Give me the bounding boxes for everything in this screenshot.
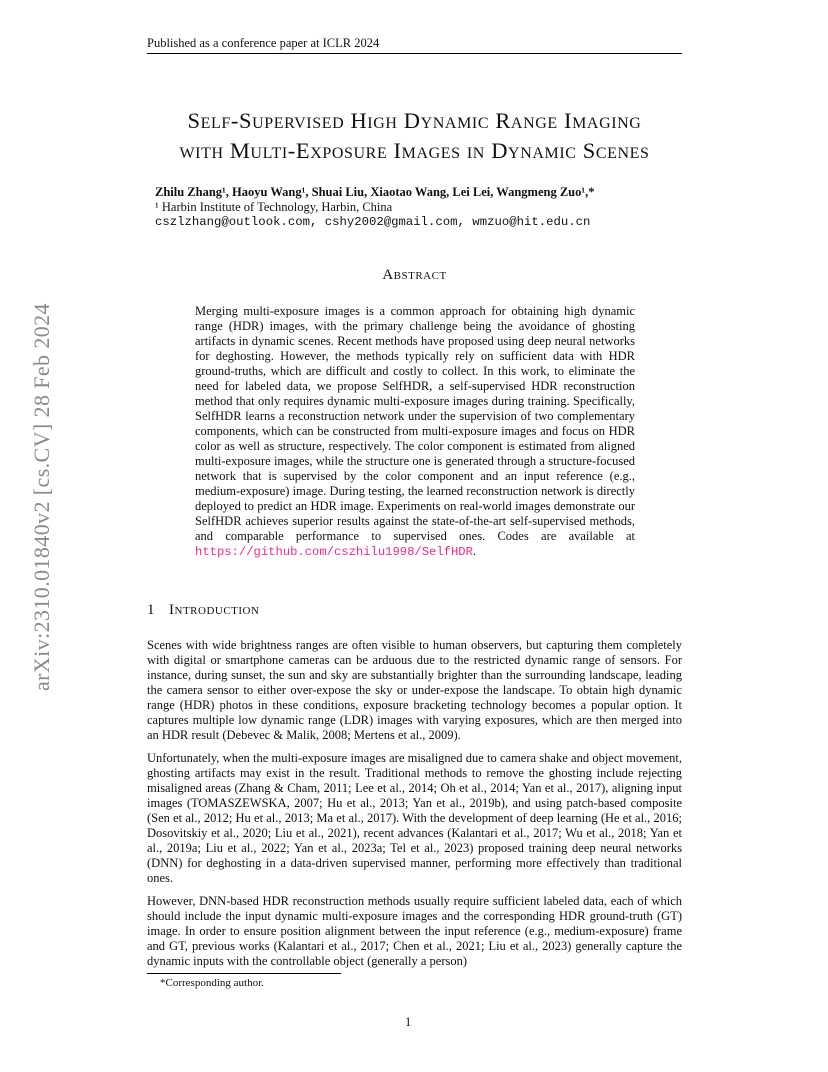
intro-paragraph-2: Unfortunately, when the multi-exposure images are misaligned due to camera shake and object movement, ghosting artifacts may exist in the result. Traditional methods to remove the ghosting include rejecting misaligned areas (Zhang & Cham, 2011; Lee et al., 2014; Oh et al., 2014; Yan et al., 2017), aligning input images (TOMASZEWSKA, 2007; Hu et al., 2013; Yan et al., 2019b), and using patch-based composite (Sen et al., 2012; Hu et al., 2013; Ma et al., 2017). With the development of deep learning (He et al., 2016; Dosovitskiy et al., 2020; Liu et al., 2021), recent advances (Kalantari et al., 2017; Wu et al., 2018; Yan et al., 2019a; Liu et al., 2022; Yan et al., 2023a; Tel et al., 2023) proposed training deep neural networks (DNN) for deghosting in a data-driven supervised manner, performing more effectively than traditional ones. xyxy=(147,751,682,885)
author-emails[interactable]: cszlzhang@outlook.com, cshy2002@gmail.com, wmzuo@hit.edu.cn xyxy=(155,215,591,229)
code-link[interactable]: https://github.com/cszhilu1998/SelfHDR xyxy=(195,545,473,559)
intro-paragraph-1: Scenes with wide brightness ranges are often visible to human observers, but capturing them completely with digital or smartphone cameras can be arduous due to the restricted dynamic range of sensors. For instance, during sunset, the sun and sky are substantially brighter than the surrounding landscape, leading the camera sensor to either over-expose the sky or under-expose the landscape. To obtain high dynamic range (HDR) photos in these conditions, exposure bracketing technology becomes a popular option. It captures multiple low dynamic range (LDR) images with varying exposures, which are then merged into an HDR result (Debevec & Malik, 2008; Mertens et al., 2009). xyxy=(147,638,682,742)
header-rule xyxy=(147,53,682,54)
abstract-body: Merging multi-exposure images is a common approach for obtaining high dynamic range (HDR) images, with the primary challenge being the avoidance of ghosting artifacts in dynamic scenes. Recent methods have proposed using deep neural networks for deghosting. However, the methods typically rely on sufficient data with HDR ground-truths, which are difficult and costly to collect. In this work, to eliminate the need for labeled data, we propose SelfHDR, a self-supervised HDR reconstruction method that only requires dynamic multi-exposure images during training. Specifically, SelfHDR learns a reconstruction network under the supervision of two complementary components, which can be constructed from multi-exposure images and focus on HDR color as well as structure, respectively. The color component is estimated from aligned multi-exposure images, while the structure one is generated through a structure-focused network that is supervised by the color component and an input reference (e.g., medium-exposure) image. During testing, the learned reconstruction network is directly deployed to predict an HDR image. Experiments on real-world images demonstrate our SelfHDR achieves superior results against the state-of-the-art self-supervised methods, and comparable performance to supervised ones. Codes are available at https://github.com/cszhilu1998/SelfHDR. xyxy=(195,304,635,559)
author-list: Zhilu Zhang¹, Haoyu Wang¹, Shuai Liu, Xiaotao Wang, Lei Lei, Wangmeng Zuo¹,* xyxy=(155,185,595,199)
section-title: Introduction xyxy=(169,602,260,618)
intro-paragraph-3: However, DNN-based HDR reconstruction methods usually require sufficient labeled data, each of which should include the input dynamic multi-exposure images and the corresponding HDR ground-truth (GT) image. In order to ensure position alignment between the input reference (e.g., medium-exposure) frame and GT, previous works (Kalantari et al., 2017; Chen et al., 2021; Liu et al., 2023) generally capture the dynamic inputs with the controllable object (generally a person) xyxy=(147,894,682,968)
abstract-heading: Abstract xyxy=(382,267,447,283)
arxiv-stamp: arXiv:2310.01840v2 [cs.CV] 28 Feb 2024 xyxy=(29,303,54,691)
running-header: Published as a conference paper at ICLR 2024 xyxy=(147,36,380,50)
page-number: 1 xyxy=(405,1015,412,1029)
title-line-2: with Multi-Exposure Images in Dynamic Scenes xyxy=(179,138,650,163)
footnote-rule xyxy=(147,973,341,974)
section-heading xyxy=(147,602,259,619)
abstract-text: Merging multi-exposure images is a common approach for obtaining high dynamic range (HDR) images, with the primary challenge being the avoidance of ghosting artifacts in dynamic scenes. Recent methods have proposed using deep neural networks for deghosting. However, the methods typically rely on sufficient data with HDR ground-truths, which are difficult and costly to collect. In this work, to eliminate the need for labeled data, we propose SelfHDR, a self-supervised HDR reconstruction method that only requires dynamic multi-exposure images during training. Specifically, SelfHDR learns a reconstruction network under the supervision of two complementary components, which can be constructed from multi-exposure images and focus on HDR color as well as structure, respectively. The color component is estimated from aligned multi-exposure images, while the structure one is generated through a structure-focused network that is supervised by the color component and an input reference (e.g., medium-exposure) image. During testing, the learned reconstruction network is directly deployed to predict an HDR image. Experiments on real-world images demonstrate our SelfHDR achieves superior results against the state-of-the-art self-supervised methods, and comparable performance to supervised ones. Codes are available at xyxy=(195,304,635,543)
section-number: 1 xyxy=(147,602,155,618)
paper-title xyxy=(147,106,682,166)
footnote: *Corresponding author. xyxy=(160,977,264,989)
title-line-1: Self-Supervised High Dynamic Range Imaging xyxy=(187,108,642,133)
affiliation: ¹ Harbin Institute of Technology, Harbin, China xyxy=(155,200,393,214)
